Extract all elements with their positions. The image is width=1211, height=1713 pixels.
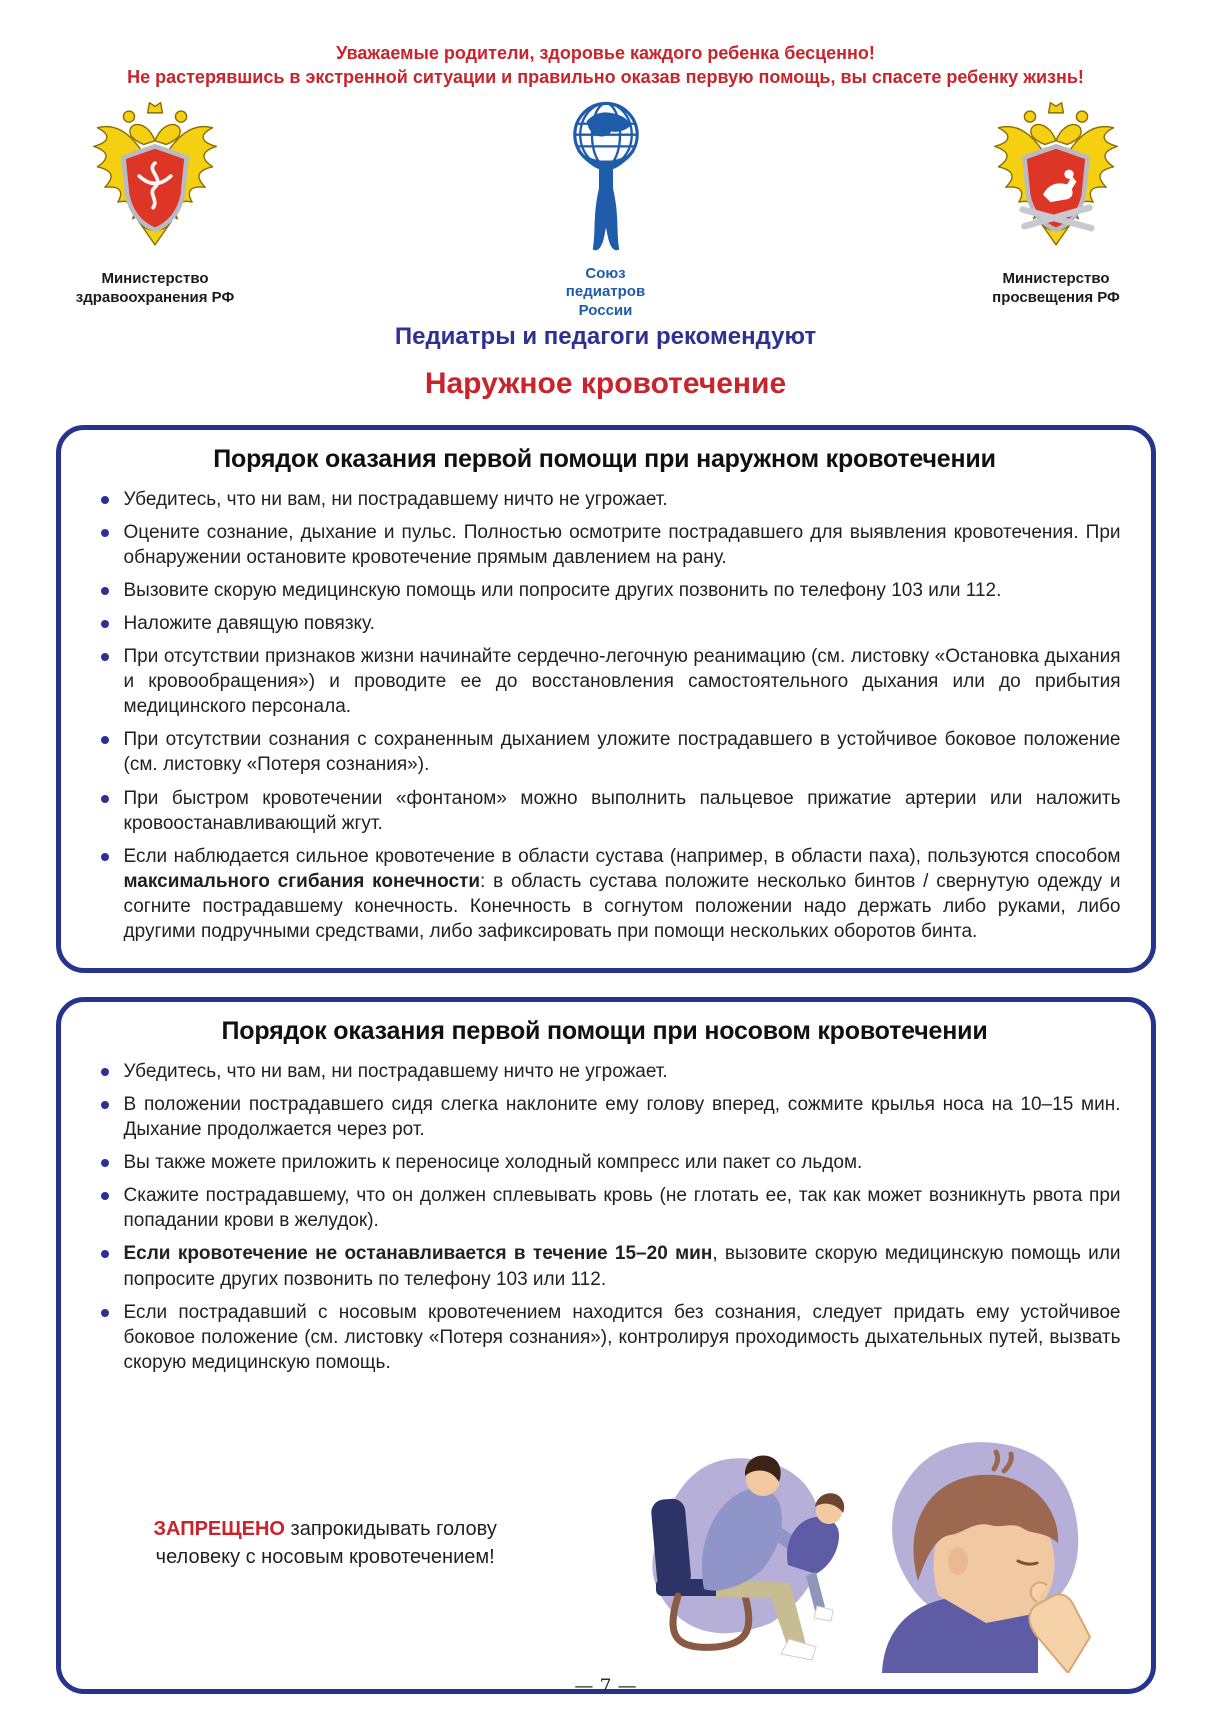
bullet-item — [83, 1300, 1127, 1375]
bullet-dot-icon — [101, 587, 109, 595]
education-ministry-block — [931, 98, 1181, 308]
page-title: Наружное кровотечение — [424, 366, 787, 400]
bullet-dot-icon — [101, 529, 109, 537]
bullet-text: Оцените сознание, дыхание и пульс. Полностью осмотрите пострадавшего для выявления кровотечения. При обнаружении остановите кровотечение прямым давлением на рану. — [123, 521, 1121, 568]
bullet-dot-icon — [101, 653, 109, 661]
bullet-item — [83, 786, 1127, 836]
bullet-dot-icon — [101, 1250, 109, 1258]
health-ministry-emblem-icon — [80, 98, 230, 261]
bullet-text: Убедитесь, что ни вам, ни пострадавшему ничто не угрожает. — [123, 488, 668, 510]
bullet-dot-icon — [101, 1068, 109, 1076]
bullet-dot-icon — [101, 853, 109, 861]
bullet-item — [83, 644, 1127, 719]
bullet-text: В положении пострадавшего сидя слегка наклоните ему голову вперед, сожмите крылья носа на 10–15 мин. Дыхание продолжается через рот. — [123, 1094, 1121, 1141]
bullet-item — [83, 1092, 1127, 1142]
recommend-subtitle: Педиатры и педагоги рекомендуют — [394, 322, 817, 350]
bullet-dot-icon — [101, 1159, 109, 1167]
nosebleed-bottom-row — [83, 1383, 1127, 1673]
nosebleed-bullet-list — [83, 1059, 1127, 1375]
bullet-text: Вы также можете приложить к переносице холодный компресс или пакет со льдом. — [123, 1152, 863, 1174]
external-bleeding-section — [56, 425, 1156, 973]
health-ministry-block — [30, 98, 280, 308]
bullet-item — [83, 487, 1127, 512]
bullet-text: Убедитесь, что ни вам, ни пострадавшему ничто не угрожает. — [123, 1061, 668, 1082]
bullet-dot-icon — [101, 620, 109, 628]
pediatricians-union-block — [506, 98, 706, 321]
bullet-item — [83, 611, 1127, 636]
bullet-text: Наложите давящую повязку. — [123, 613, 375, 635]
appeal-header — [0, 0, 1211, 90]
logo-row — [0, 90, 1211, 321]
bullet-item — [83, 844, 1127, 944]
page-number: — 7 — — [574, 1675, 637, 1697]
bullet-dot-icon — [101, 1309, 109, 1317]
bullet-text: Если кровотечение не останавливается в течение 15–20 мин, вызовите скорую медицинскую помощь или попросите других позвонить по телефону 103 или 112. — [123, 1243, 1121, 1290]
pediatricians-union-label: Союз педиатров России — [565, 264, 646, 319]
bullet-dot-icon — [101, 795, 109, 803]
bullet-text: Если пострадавший с носовым кровотечением находится без сознания, следует придать ему устойчивое боковое положение (см. листовку «Потеря сознания»), контролируя проходимость дыхательных путей, вызвать скорую медицинскую помощь. — [123, 1301, 1121, 1373]
external-bleeding-bullet-list — [83, 487, 1127, 944]
bullet-text: Вызовите скорую медицинскую помощь или попросите других позвонить по телефону 103 или 112. — [123, 579, 1002, 601]
appeal-line-2: Не растерявшись в экстренной ситуации и правильно оказав первую помощь, вы спасете ребенку жизнь! — [127, 66, 1084, 87]
bullet-item — [83, 1183, 1127, 1233]
bullet-item — [83, 1059, 1127, 1084]
section-title: Порядок оказания первой помощи при носовом кровотечении — [221, 1017, 988, 1045]
bullet-item — [83, 578, 1127, 603]
bullet-dot-icon — [101, 1192, 109, 1200]
health-ministry-label: Министерство здравоохранения РФ — [75, 269, 235, 306]
education-ministry-label: Министерство просвещения РФ — [992, 269, 1120, 306]
bullet-text: При отсутствии признаков жизни начинайте сердечно-легочную реанимацию (см. листовку «Остановка дыхания и кровообращения») и проводите ее до восстановления самостоятельного дыхания или до прибытия медицинского персонала. — [123, 646, 1121, 718]
bullet-text: Если наблюдается сильное кровотечение в области сустава (например, в области паха), пользуются способом максимального сгибания конечности: в область сустава положите несколько бинтов / свернутую одежду и согните пострадавшему конечность. Конечность в согнутом положении надо держать либо руками, либо другими подручными средствами, либо зафиксировать при помощи нескольких оборотов бинта. — [123, 845, 1121, 942]
forbidden-warning-bold: ЗАПРЕЩЕНО — [153, 1517, 285, 1540]
bullet-item — [83, 1241, 1127, 1291]
pediatricians-union-logo-icon — [563, 98, 649, 263]
bullet-item — [83, 520, 1127, 570]
education-ministry-emblem-icon — [981, 98, 1131, 261]
bullet-dot-icon — [101, 736, 109, 744]
section-title: Порядок оказания первой помощи при наружном кровотечении — [213, 444, 996, 473]
bullet-item — [83, 1150, 1127, 1175]
bullet-dot-icon — [101, 496, 109, 504]
bullet-text: При отсутствии сознания с сохраненным дыханием уложите пострадавшего в устойчивое боковое положение (см. листовку «Потеря сознания»). — [123, 729, 1121, 776]
forbidden-warning — [83, 1485, 542, 1571]
bullet-text: При быстром кровотечении «фонтаном» можно выполнить пальцевое прижатие артерии или наложить кровоостанавливающий жгут. — [123, 787, 1121, 834]
bullet-item — [83, 727, 1127, 777]
nosebleed-illustration — [542, 1383, 1127, 1673]
bullet-dot-icon — [101, 1101, 109, 1109]
appeal-line-1: Уважаемые родители, здоровье каждого ребенка бесценно! — [336, 43, 875, 63]
nosebleed-section — [56, 997, 1156, 1694]
forbidden-warning-text: запрокидывать голову человеку с носовым кровотечением! — [155, 1517, 497, 1568]
bullet-text: Скажите пострадавшему, что он должен сплевывать кровь (не глотать ее, так как может возникнуть рвота при попадании крови в желудок). — [123, 1185, 1121, 1232]
